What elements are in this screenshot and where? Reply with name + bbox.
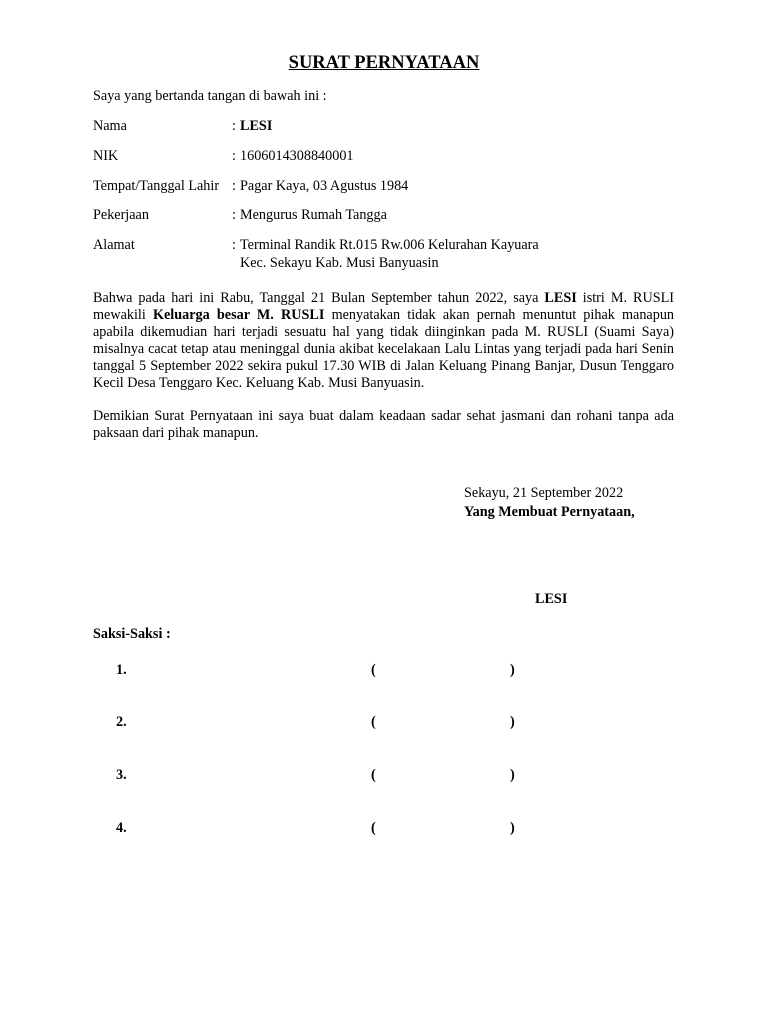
field-colon: : (232, 237, 236, 253)
witness-open-paren: ( (371, 714, 376, 730)
closing-paragraph: Demikian Surat Pernyataan ini saya buat dalam keadaan sadar sehat jasmani dan rohani tanpa ada paksaan dari pihak manapun. (93, 408, 674, 441)
field-value-alamat-line2: Kec. Sekayu Kab. Musi Banyuasin (240, 255, 439, 271)
field-colon: : (232, 118, 236, 134)
intro-text: Saya yang bertanda tangan di bawah ini : (93, 88, 327, 104)
signature-role: Yang Membuat Pernyataan, (464, 504, 635, 520)
field-label-nik: NIK (93, 148, 119, 164)
statement-family: Keluarga besar M. RUSLI (152, 307, 325, 323)
statement-text: menyatakan tidak akan pernah menuntut pihak manapun apabila dikemudian hari terjadi sesuatu hal yang tidak diinginkan pada M. RUSLI (Suami Saya) misalnya cacat tetap atau meninggal dunia akibat kecelakaan Lalu Lintas yang terjadi pada hari Senin tanggal 5 September 2022 sekira pukul 17.30 WIB di Jalan Keluang Pinang Banjar, Dusun Tenggaro Kecil Desa Tenggaro Kec. Keluang Kab. Musi Banyuasin. (93, 307, 675, 391)
signature-place-date: Sekayu, 21 September 2022 (464, 485, 624, 501)
witness-number: 3. (116, 767, 127, 783)
witness-close-paren: ) (510, 820, 515, 836)
field-colon: : (232, 148, 236, 164)
field-value-nama: LESI (240, 118, 273, 134)
witness-close-paren: ) (510, 662, 515, 678)
signature-name: LESI (535, 591, 568, 607)
statement-text: Bahwa pada hari ini Rabu, Tanggal 21 Bulan September tahun 2022, saya (93, 290, 545, 306)
witness-number: 2. (116, 714, 127, 730)
field-label-alamat: Alamat (93, 237, 135, 253)
document-title: SURAT PERNYATAAN (288, 53, 480, 73)
field-value-ttl: Pagar Kaya, 03 Agustus 1984 (240, 178, 409, 194)
witness-number: 4. (116, 820, 127, 836)
field-colon: : (232, 178, 236, 194)
witness-open-paren: ( (371, 767, 376, 783)
field-label-pekerjaan: Pekerjaan (93, 207, 149, 223)
field-label-ttl: Tempat/Tanggal Lahir (93, 178, 220, 194)
field-colon: : (232, 207, 236, 223)
witness-number: 1. (116, 662, 127, 678)
witness-open-paren: ( (371, 820, 376, 836)
statement-paragraph (93, 290, 674, 392)
statement-text: istri M. RUSLI mewakili (93, 290, 674, 323)
witness-close-paren: ) (510, 714, 515, 730)
field-value-pekerjaan: Mengurus Rumah Tangga (240, 207, 387, 223)
field-value-nik: 1606014308840001 (240, 148, 354, 164)
witness-close-paren: ) (510, 767, 515, 783)
field-label-nama: Nama (93, 118, 127, 134)
witnesses-heading: Saksi-Saksi : (93, 626, 171, 642)
field-value-alamat: Terminal Randik Rt.015 Rw.006 Kelurahan Kayuara (240, 237, 539, 253)
statement-name: LESI (544, 290, 577, 306)
witness-open-paren: ( (371, 662, 376, 678)
